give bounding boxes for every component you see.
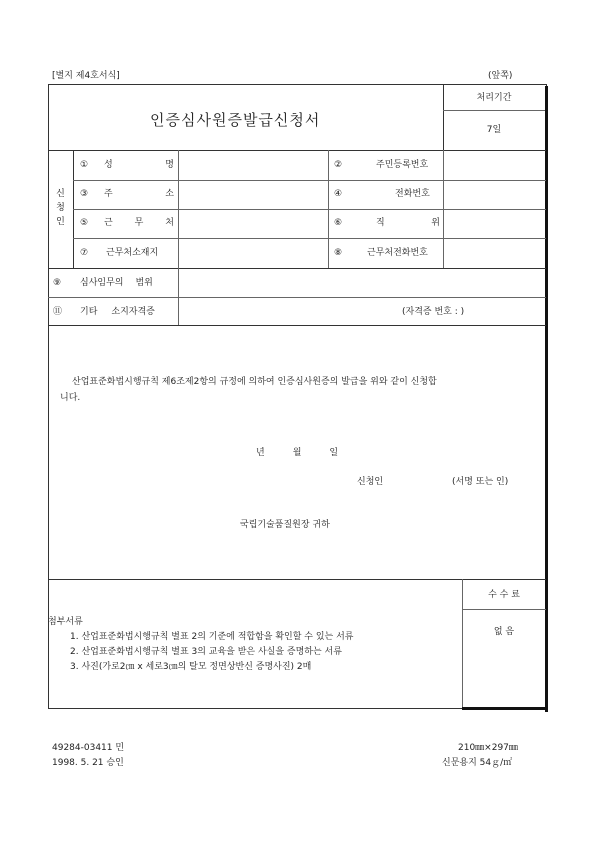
certificate-number: (자격증 번호 : )	[402, 307, 465, 317]
address-input[interactable]	[179, 181, 327, 208]
applicant-char-1: 신	[56, 189, 65, 199]
signature-label: (서명 또는 인)	[452, 477, 509, 487]
footer-code: 49284-03411 민	[52, 743, 125, 753]
field-8-label: 근무처전화번호	[367, 248, 428, 258]
workplace-input[interactable]	[179, 210, 327, 237]
audit-scope-input[interactable]	[179, 269, 545, 296]
fee-value: 없 음	[493, 627, 515, 637]
footer-paper-size: 210㎜×297㎜	[458, 743, 518, 753]
field-3-label: 주 소	[104, 189, 174, 199]
other-certificate-input[interactable]	[179, 298, 399, 324]
field-11-label: 기타 소지자격증	[80, 307, 155, 317]
footer-paper-type: 신문용지 54ｇ/㎡	[442, 758, 513, 768]
field-11-num: ⑪	[53, 307, 63, 317]
field-6-label: 직 위	[376, 218, 440, 228]
attachment-item-3: 3. 사진(가로2㎝ x 세로3㎝의 탈모 정면상반신 증명사진) 2매	[70, 662, 312, 672]
applicant-name-input[interactable]	[395, 472, 450, 490]
field-5-num: ⑤	[80, 218, 89, 228]
workplace-address-input[interactable]	[179, 239, 327, 267]
attachments-title: 첨부서류	[48, 617, 83, 627]
footer-approval: 1998. 5. 21 승인	[52, 758, 124, 768]
field-7-num: ⑦	[80, 248, 89, 258]
workplace-phone-input[interactable]	[444, 239, 545, 267]
page-side-label: (앞쪽)	[488, 71, 513, 81]
fee-divider	[462, 609, 546, 610]
field-4-num: ④	[334, 189, 343, 199]
attachments-top-line	[48, 579, 546, 580]
field-2-num: ②	[334, 160, 343, 170]
processing-label: 처리기간	[476, 93, 512, 103]
attachment-item-1: 1. 산업표준화법시행규칙 별표 2의 기준에 적합함을 확인할 수 있는 서류	[70, 632, 354, 642]
statement-line-1: 산업표준화법시행규칙 제6조제2항의 규정에 의하여 인증심사원증의 발급을 위와 같이 신청합	[72, 377, 437, 387]
date-line: 년 월 일	[256, 448, 339, 458]
phone-input[interactable]	[444, 181, 545, 208]
applicant-char-2: 청	[56, 203, 65, 213]
attachment-item-2: 2. 산업표준화법시행규칙 별표 3의 교육을 받은 사실을 증명하는 서류	[70, 647, 342, 657]
field-6-num: ⑥	[334, 218, 343, 228]
field-2-label: 주민등록번호	[376, 160, 429, 170]
field-9-num: ⑨	[53, 278, 62, 288]
statement-line-2: 니다.	[60, 393, 81, 403]
fee-label: 수 수 료	[488, 590, 520, 600]
applicant-char-3: 인	[56, 217, 65, 227]
form-title: 인증심사원증발급신청서	[150, 111, 321, 129]
row-line-6	[48, 325, 546, 326]
field-5-label: 근 무 처	[104, 218, 174, 228]
field-3-num: ③	[80, 189, 89, 199]
field-8-num: ⑧	[334, 248, 343, 258]
name-input[interactable]	[179, 151, 327, 179]
field-1-label: 성 명	[104, 160, 174, 170]
resident-number-input[interactable]	[444, 151, 545, 179]
recipient: 국립기술품질원장 귀하	[240, 520, 330, 530]
processing-value: 7일	[486, 125, 502, 135]
mid-col-divider	[328, 150, 329, 268]
processing-divider	[443, 110, 545, 111]
field-7-label: 근무처소재지	[106, 248, 159, 258]
applicant-label: 신청인	[357, 477, 384, 487]
field-1-num: ①	[80, 160, 89, 170]
position-input[interactable]	[444, 210, 545, 237]
field-4-label: 전화번호	[395, 189, 430, 199]
form-number: [별지 제4호서식]	[52, 71, 120, 81]
field-9-label: 심사임무의 범위	[80, 278, 153, 288]
frame-shadow-bottom	[462, 707, 548, 710]
